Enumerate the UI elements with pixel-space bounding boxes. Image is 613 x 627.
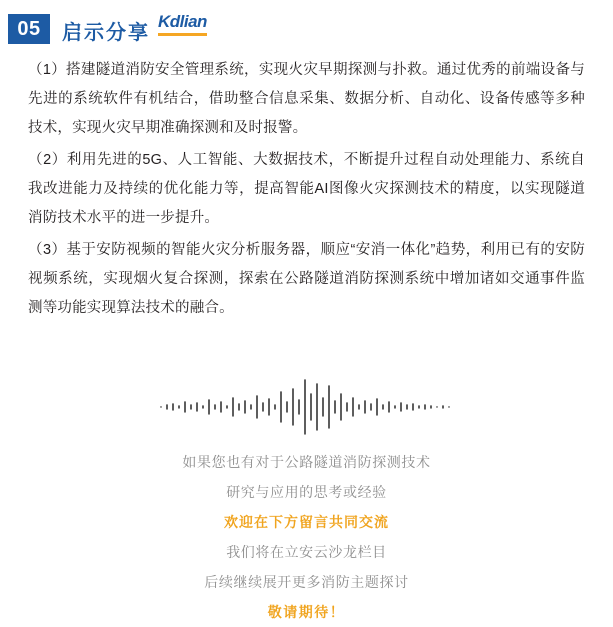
closing-line-2: 研究与应用的思考或经验 xyxy=(226,484,387,500)
closing-line-1: 如果您也有对于公路隧道消防探测技术 xyxy=(182,454,431,470)
section-header xyxy=(0,0,613,56)
paragraph-2: （2）利用先进的5G、人工智能、大数据技术，不断提升过程自动处理能力、系统自我改进能力及持续的优化能力等，提高智能AI图像火灾探测技术的精度，以实现隧道消防技术水平的进一步提升。 xyxy=(28,152,585,226)
page-title: 启示分享 xyxy=(62,21,150,44)
article-body xyxy=(0,56,613,323)
closing-line-4: 我们将在立安云沙龙栏目 xyxy=(226,544,387,560)
closing-line-5: 后续继续展开更多消防主题探讨 xyxy=(204,574,409,590)
brand-name: Kdlian xyxy=(158,12,207,31)
paragraph-3: （3）基于安防视频的智能火灾分析服务器，顺应“安消一体化”趋势，利用已有的安防视频系统，实现烟火复合探测，探索在公路隧道消防探测系统中增加诸如交通事件监测等功能实现算法技术的融合。 xyxy=(28,242,585,316)
closing-block xyxy=(0,447,613,627)
closing-line-cta: 欢迎在下方留言共同交流 xyxy=(224,514,389,530)
audio-waveform-icon xyxy=(0,371,613,443)
brand-underline xyxy=(158,33,207,36)
closing-line-signoff: 敬请期待！ xyxy=(267,604,346,620)
waveform-svg xyxy=(157,372,457,442)
section-number-badge: 05 xyxy=(8,14,50,44)
brand-logo xyxy=(158,12,207,36)
paragraph-1: （1）搭建隧道消防安全管理系统，实现火灾早期探测与扑救。通过优秀的前端设备与先进的系统软件有机结合，借助整合信息采集、数据分析、自动化、设备传感等多种技术，实现火灾早期准确探测和及时报警。 xyxy=(28,62,585,136)
